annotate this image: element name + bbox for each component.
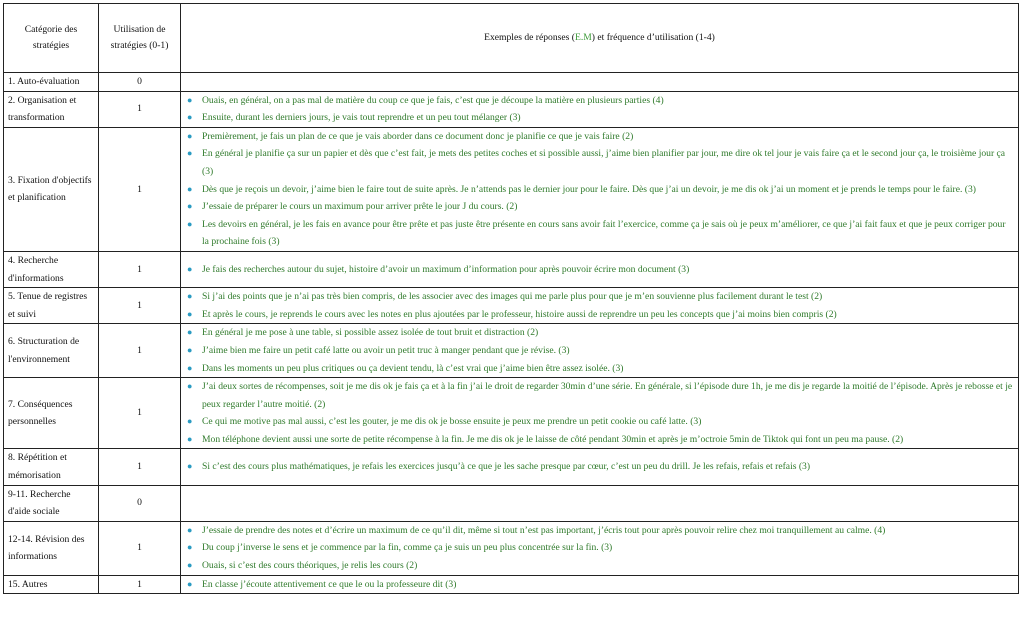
bullet-icon: ● (187, 433, 193, 444)
table-row (4, 127, 1019, 251)
table-body (4, 73, 1019, 594)
list-item (185, 413, 1014, 431)
example-text: Et après le cours, je reprends le cours avec les notes en plus ajoutées par le professeur, histoire aussi de reprendre un peu les concepts que j’ai moins bien compris (2) (202, 308, 837, 320)
usage-cell: 1 (99, 91, 181, 127)
usage-cell: 1 (99, 521, 181, 575)
list-item (185, 431, 1014, 449)
list-item (185, 539, 1014, 557)
examples-list (185, 261, 1014, 279)
usage-cell: 1 (99, 449, 181, 485)
examples-list (185, 324, 1014, 377)
example-text: Ce qui me motive pas mal aussi, c’est les gouter, je me dis ok je bosse ensuite je peux me prendre un petit cookie ou café latte. (3) (202, 416, 702, 428)
category-cell: 12-14. Révision des informations (4, 521, 99, 575)
usage-cell: 0 (99, 485, 181, 521)
strategies-table (3, 3, 1019, 594)
category-cell: 3. Fixation d'objectifs et planification (4, 127, 99, 251)
usage-cell: 1 (99, 575, 181, 594)
example-text: J’essaie de prendre des notes et d’écrire un maximum de ce qu’il dit, même si tout n’est pas important, j’écris tout pour après pouvoir relire chez moi tranquillement au calme. (4) (202, 524, 886, 536)
usage-cell: 0 (99, 73, 181, 92)
example-text: Si c’est des cours plus mathématiques, je refais les exercices jusqu’à ce que je les sache presque par cœur, c’est un peu du drill. Je les refais, refais et refais (3) (202, 461, 811, 473)
list-item (185, 522, 1014, 540)
example-text: Ensuite, durant les derniers jours, je vais tout reprendre et un peu tout mélanger (3) (202, 112, 521, 124)
examples-cell (181, 521, 1019, 575)
bullet-icon: ● (187, 148, 193, 159)
list-item (185, 128, 1014, 146)
usage-cell: 1 (99, 288, 181, 324)
table-row (4, 288, 1019, 324)
list-item (185, 576, 1014, 594)
bullet-icon: ● (187, 362, 193, 373)
bullet-icon: ● (187, 578, 193, 589)
category-cell: 5. Tenue de registres et suivi (4, 288, 99, 324)
list-item (185, 216, 1014, 251)
header-examples-suffix: ) et fréquence d’utilisation (1-4) (591, 32, 715, 43)
table-row (4, 324, 1019, 378)
example-text: En général je planifie ça sur un papier et dès que c’est fait, je mets des petites coches et si possible aussi, j’aime bien planifier par jour, me dire ok tel jour je vais faire ça et le second jour ça, le troisième jour ça (3) (202, 148, 1006, 177)
example-text: Du coup j’inverse le sens et je commence par la fin, comme ça je suis un peu plus concentrée sur la fin. (3) (202, 542, 613, 554)
bullet-icon: ● (187, 94, 193, 105)
list-item (185, 306, 1014, 324)
header-usage: Utilisation de stratégies (0-1) (99, 4, 181, 73)
list-item (185, 557, 1014, 575)
table-row (4, 73, 1019, 92)
examples-cell (181, 288, 1019, 324)
category-cell: 15. Autres (4, 575, 99, 594)
examples-list (185, 288, 1014, 323)
category-cell: 2. Organisation et transformation (4, 91, 99, 127)
examples-list (185, 458, 1014, 476)
list-item (185, 342, 1014, 360)
list-item (185, 198, 1014, 216)
example-text: Si j’ai des points que je n’ai pas très bien compris, de les associer avec des images qui me parle plus pour que je m’en souvienne plus facilement durant le test (2) (202, 291, 823, 303)
list-item (185, 109, 1014, 127)
bullet-icon: ● (187, 218, 193, 229)
usage-cell: 1 (99, 251, 181, 287)
list-item (185, 92, 1014, 110)
examples-cell (181, 378, 1019, 449)
list-item (185, 458, 1014, 476)
category-cell: 7. Conséquences personnelles (4, 378, 99, 449)
examples-cell (181, 485, 1019, 521)
table-row (4, 91, 1019, 127)
category-cell: 4. Recherche d'informations (4, 251, 99, 287)
list-item (185, 378, 1014, 413)
example-text: Dès que je reçois un devoir, j’aime bien le faire tout de suite après. Je n’attends pas le dernier jour pour le faire. Dès que j’ai un devoir, je me dis ok j’ai un moment et je prends le temps pour le faire. (3) (202, 183, 976, 195)
header-examples-tag: E.M (574, 32, 592, 43)
list-item (185, 324, 1014, 342)
bullet-icon: ● (187, 381, 193, 392)
header-category: Catégorie des stratégies (4, 4, 99, 73)
table-header-row (4, 4, 1019, 73)
table-row (4, 378, 1019, 449)
bullet-icon: ● (187, 560, 193, 571)
examples-list (185, 576, 1014, 594)
header-examples (181, 4, 1019, 73)
examples-cell (181, 73, 1019, 92)
bullet-icon: ● (187, 130, 193, 141)
example-text: En général je me pose à une table, si possible assez isolée de tout bruit et distraction (2) (202, 327, 539, 339)
list-item (185, 360, 1014, 378)
bullet-icon: ● (187, 201, 193, 212)
table-row (4, 485, 1019, 521)
bullet-icon: ● (187, 327, 193, 338)
usage-cell: 1 (99, 378, 181, 449)
examples-list (185, 378, 1014, 448)
bullet-icon: ● (187, 112, 193, 123)
category-cell: 9-11. Recherche d'aide sociale (4, 485, 99, 521)
examples-cell (181, 91, 1019, 127)
category-cell: 8. Répétition et mémorisation (4, 449, 99, 485)
list-item (185, 288, 1014, 306)
bullet-icon: ● (187, 344, 193, 355)
examples-cell (181, 449, 1019, 485)
bullet-icon: ● (187, 416, 193, 427)
usage-cell: 1 (99, 324, 181, 378)
example-text: Je fais des recherches autour du sujet, histoire d’avoir un maximum d’information pour après pouvoir écrire mon document (3) (202, 263, 690, 275)
list-item (185, 181, 1014, 199)
usage-cell: 1 (99, 127, 181, 251)
example-text: J’essaie de préparer le cours un maximum pour arriver prête le jour J du cours. (2) (202, 201, 518, 213)
examples-cell (181, 127, 1019, 251)
bullet-icon: ● (187, 263, 193, 274)
bullet-icon: ● (187, 524, 193, 535)
examples-cell (181, 324, 1019, 378)
table-row (4, 521, 1019, 575)
bullet-icon: ● (187, 461, 193, 472)
example-text: Les devoirs en général, je les fais en avance pour être prête et pas juste être présente en cours sans avoir fait l’exercice, comme ça je sais où je peux m’améliorer, ce que j’ai fait faux et que je peux corriger pour la prochaine fois (3) (202, 218, 1006, 248)
examples-list (185, 92, 1014, 127)
category-cell: 6. Structuration de l'environnement (4, 324, 99, 378)
example-text: Mon téléphone devient aussi une sorte de petite récompense à la fin. Je me dis ok je le laisse de côté pendant 30min et après je m’octroie 5min de Tiktok qui font un peu ma pause. (2) (202, 433, 904, 445)
examples-cell (181, 575, 1019, 594)
bullet-icon: ● (187, 183, 193, 194)
example-text: Ouais, en général, on a pas mal de matière du coup ce que je fais, c’est que je découpe la matière en plusieurs parties (4) (202, 94, 664, 106)
table-row (4, 449, 1019, 485)
example-text: Ouais, si c’est des cours théoriques, je relis les cours (2) (202, 560, 418, 572)
example-text: En classe j’écoute attentivement ce que le ou la professeure dit (3) (202, 578, 457, 590)
example-text: J’aime bien me faire un petit café latte ou avoir un petit truc à manger pendant que je révise. (3) (202, 344, 570, 356)
bullet-icon: ● (187, 308, 193, 319)
list-item (185, 261, 1014, 279)
table-row (4, 575, 1019, 594)
header-examples-prefix: Exemples de réponses ( (484, 32, 575, 43)
table-row (4, 251, 1019, 287)
examples-cell (181, 251, 1019, 287)
bullet-icon: ● (187, 542, 193, 553)
examples-list (185, 522, 1014, 575)
bullet-icon: ● (187, 291, 193, 302)
examples-list (185, 128, 1014, 251)
list-item (185, 145, 1014, 180)
example-text: Dans les moments un peu plus critiques ou ça devient tendu, là c’est vrai que j’aime bien être assez isolée. (3) (202, 362, 624, 374)
example-text: Premièrement, je fais un plan de ce que je vais aborder dans ce document donc je planifie ce que je vais faire (2) (202, 130, 634, 142)
example-text: J’ai deux sortes de récompenses, soit je me dis ok je fais ça et à la fin j’ai le droit de regarder 30min d’une série. En générale, si l’épisode dure 1h, je me dis je regarde la moitié de l’épisode. Après je rebosse et je peux regarder l’autre moitié. (2) (202, 381, 1013, 410)
category-cell: 1. Auto-évaluation (4, 73, 99, 92)
